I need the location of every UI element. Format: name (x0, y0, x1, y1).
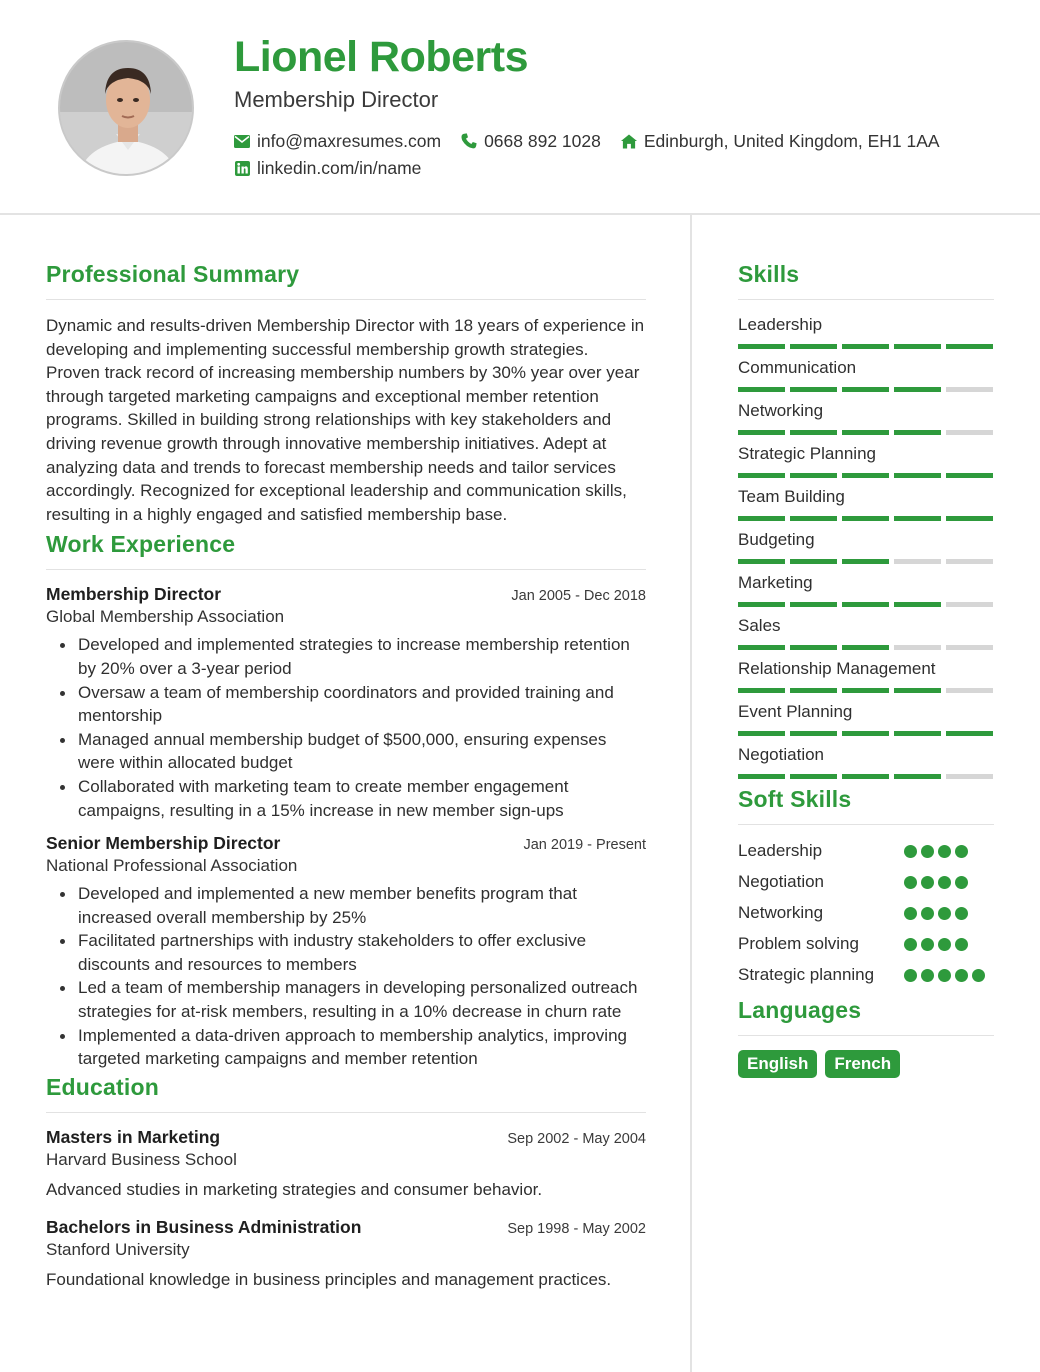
column-divider (690, 215, 692, 1372)
job-bullet: Implemented a data-driven approach to membership analytics, improving targeted marketing campaigns and member retention (46, 1024, 646, 1071)
skill-level-segment (842, 774, 889, 779)
soft-skills-list (738, 839, 994, 986)
school-name: Stanford University (46, 1240, 190, 1260)
phone-icon (461, 133, 477, 149)
job-bullet: Developed and implemented a new member benefits program that increased overall membership by 25% (46, 882, 646, 929)
skill-level-segment (946, 774, 993, 779)
languages-list (738, 1050, 994, 1078)
skills-section (738, 258, 994, 787)
education-description: Foundational knowledge in business principles and management practices. (46, 1270, 612, 1290)
work-title: Work Experience (46, 531, 236, 558)
skill-item (738, 357, 994, 400)
rating-dot (955, 907, 968, 920)
skill-level-segment (842, 473, 889, 478)
skill-name: Budgeting (738, 530, 815, 549)
summary-section (46, 258, 646, 526)
soft-skill-rating (904, 839, 994, 862)
job-bullet: Facilitated partnerships with industry stakeholders to offer exclusive discounts and resources to members (46, 929, 646, 976)
skill-level-bar (738, 516, 994, 521)
skill-level-segment (738, 473, 785, 478)
soft-skill-item (738, 839, 994, 862)
rating-dot (955, 845, 968, 858)
skill-item (738, 486, 994, 529)
skill-level-bar (738, 602, 994, 607)
skill-level-segment (790, 516, 837, 521)
skill-name: Negotiation (738, 745, 825, 764)
skill-level-segment (738, 731, 785, 736)
contact-address (621, 131, 940, 152)
skill-item (738, 400, 994, 443)
skill-name: Leadership (738, 315, 823, 334)
skill-level-segment (946, 559, 993, 564)
soft-skills-section (738, 783, 994, 986)
skill-name: Marketing (738, 573, 813, 592)
education-section (46, 1071, 646, 1292)
education-date: Sep 1998 - May 2002 (507, 1221, 646, 1238)
skill-level-segment (738, 645, 785, 650)
skill-level-segment (842, 645, 889, 650)
school-name: Harvard Business School (46, 1149, 237, 1169)
rating-dot (921, 845, 934, 858)
skill-item (738, 658, 994, 701)
email-text: info@maxresumes.com (257, 130, 442, 151)
skill-item (738, 443, 994, 486)
skill-level-segment (946, 344, 993, 349)
rating-dot (955, 876, 968, 889)
skill-level-segment (790, 430, 837, 435)
summary-title: Professional Summary (46, 261, 300, 287)
rating-dot (972, 969, 985, 982)
skill-level-segment (842, 559, 889, 564)
skill-level-segment (894, 516, 941, 521)
section-divider (738, 1035, 994, 1036)
skill-level-segment (790, 645, 837, 650)
job-entry (46, 833, 646, 1071)
address-text: Edinburgh, United Kingdom, EH1 1AA (643, 130, 940, 151)
skill-level-bar (738, 473, 994, 478)
skill-level-segment (738, 430, 785, 435)
language-tag: English (738, 1050, 817, 1078)
work-section (46, 528, 646, 1071)
skill-name: Team Building (738, 487, 845, 506)
skill-level-segment (842, 516, 889, 521)
skill-level-segment (738, 344, 785, 349)
skill-name: Strategic Planning (738, 444, 876, 463)
soft-skill-name: Leadership (738, 841, 823, 860)
skill-level-segment (738, 774, 785, 779)
summary-text: Dynamic and results-driven Membership Director with 18 years of experience in developing and implementing successful membership growth strategies. Proven track record of increasing membership numbers by 30% year over year through targeted marketing campaigns and exceptional member retention programs. Skilled in building strong relationships with key stakeholders and driving revenue growth through innovative membership initiatives. Adept at analyzing data and trends to forecast membership needs and tailor services accordingly. Recognized for exceptional leadership and communication skills, resulting in a highly engaged and satisfied membership base. (46, 316, 645, 524)
soft-skill-item (738, 963, 994, 986)
education-date: Sep 2002 - May 2004 (507, 1130, 646, 1147)
degree-title: Bachelors in Business Administration (46, 1217, 362, 1238)
job-bullets (46, 633, 646, 822)
skills-list (738, 314, 994, 787)
rating-dot (921, 876, 934, 889)
rating-dot (904, 969, 917, 982)
skill-level-segment (790, 344, 837, 349)
education-description: Advanced studies in marketing strategies and consumer behavior. (46, 1179, 543, 1199)
section-divider (46, 1112, 646, 1113)
skill-level-bar (738, 344, 994, 349)
rating-dot (904, 907, 917, 920)
linkedin-icon (234, 160, 250, 176)
skill-level-segment (842, 688, 889, 693)
job-bullet: Oversaw a team of membership coordinators and provided training and mentorship (46, 681, 646, 728)
skill-level-segment (738, 688, 785, 693)
rating-dot (904, 845, 917, 858)
skill-level-bar (738, 688, 994, 693)
skill-level-segment (738, 559, 785, 564)
job-organization: Global Membership Association (46, 607, 285, 627)
rating-dot (938, 969, 951, 982)
skill-level-segment (894, 387, 941, 392)
job-entry (46, 584, 646, 822)
section-divider (46, 299, 646, 300)
job-date: Jan 2019 - Present (523, 837, 646, 854)
job-title: Membership Director (46, 584, 222, 605)
skill-level-segment (842, 731, 889, 736)
skill-item (738, 701, 994, 744)
soft-skill-name: Strategic planning (738, 965, 875, 984)
job-organization: National Professional Association (46, 856, 298, 876)
contact-email[interactable] (234, 131, 441, 152)
skill-level-segment (842, 344, 889, 349)
job-title: Senior Membership Director (46, 833, 281, 854)
profile-photo-graphic (60, 42, 194, 176)
skill-level-segment (790, 473, 837, 478)
education-title: Education (46, 1073, 159, 1100)
soft-skill-item (738, 870, 994, 893)
skill-name: Relationship Management (738, 659, 936, 678)
rating-dot (955, 938, 968, 951)
rating-dot (938, 845, 951, 858)
contact-info (234, 130, 960, 184)
skill-level-segment (946, 387, 993, 392)
soft-skill-name: Negotiation (738, 872, 825, 891)
language-tag: French (825, 1050, 900, 1078)
rating-dot (938, 907, 951, 920)
job-bullet: Managed annual membership budget of $500,000, ensuring expenses were within allocated budget (46, 728, 646, 775)
skill-level-segment (946, 516, 993, 521)
envelope-icon (234, 133, 250, 149)
skill-level-segment (894, 688, 941, 693)
rating-dot (938, 876, 951, 889)
skill-name: Event Planning (738, 702, 853, 721)
skill-level-segment (842, 602, 889, 607)
contact-linkedin[interactable] (234, 158, 421, 179)
rating-dot (904, 938, 917, 951)
skill-level-segment (894, 473, 941, 478)
job-bullet: Led a team of membership managers in developing personalized outreach strategies for at-risk members, resulting in a 10% decrease in churn rate (46, 976, 646, 1023)
skill-level-segment (894, 731, 941, 736)
skill-name: Sales (738, 616, 781, 635)
education-entry (46, 1127, 646, 1202)
soft-skill-rating (904, 963, 994, 986)
rating-dot (955, 969, 968, 982)
contact-phone[interactable] (461, 131, 601, 152)
section-divider (46, 569, 646, 570)
skill-level-segment (946, 688, 993, 693)
section-divider (738, 299, 994, 300)
skill-level-segment (946, 731, 993, 736)
rating-dot (904, 876, 917, 889)
rating-dot (921, 969, 934, 982)
job-bullets (46, 882, 646, 1071)
skill-level-segment (790, 731, 837, 736)
skill-name: Networking (738, 401, 824, 420)
skill-level-segment (790, 387, 837, 392)
skill-level-segment (790, 602, 837, 607)
languages-title: Languages (738, 997, 862, 1023)
skill-level-segment (738, 387, 785, 392)
skill-level-bar (738, 774, 994, 779)
soft-skill-item (738, 932, 994, 955)
soft-skill-rating (904, 932, 994, 955)
skill-level-bar (738, 387, 994, 392)
skill-level-segment (894, 645, 941, 650)
skill-level-segment (738, 602, 785, 607)
skill-level-bar (738, 559, 994, 564)
skill-level-segment (894, 602, 941, 607)
soft-skill-rating (904, 870, 994, 893)
skill-level-bar (738, 731, 994, 736)
skill-level-segment (842, 430, 889, 435)
rating-dot (921, 938, 934, 951)
skill-item (738, 572, 994, 615)
soft-skill-name: Networking (738, 903, 824, 922)
linkedin-text: linkedin.com/in/name (257, 157, 422, 178)
home-icon (621, 133, 637, 149)
rating-dot (921, 907, 934, 920)
section-divider (738, 824, 994, 825)
skill-name: Communication (738, 358, 857, 377)
main-column (46, 258, 646, 1302)
skill-level-segment (946, 645, 993, 650)
soft-skill-rating (904, 901, 994, 924)
skill-level-segment (790, 688, 837, 693)
candidate-role: Membership Director (234, 87, 439, 112)
skill-level-segment (894, 344, 941, 349)
skills-title: Skills (738, 261, 800, 287)
skill-item (738, 314, 994, 357)
skill-level-bar (738, 430, 994, 435)
job-bullet: Developed and implemented strategies to increase membership retention by 20% over a 3-year period (46, 633, 646, 680)
skill-level-segment (894, 774, 941, 779)
soft-skill-name: Problem solving (738, 934, 859, 953)
skill-level-segment (894, 430, 941, 435)
languages-section (738, 994, 994, 1078)
profile-photo (58, 40, 194, 176)
skill-item (738, 529, 994, 572)
skill-level-bar (738, 645, 994, 650)
education-entry (46, 1217, 646, 1292)
skill-level-segment (946, 602, 993, 607)
side-column (738, 258, 994, 1078)
resume-header (0, 0, 1040, 215)
phone-text: 0668 892 1028 (484, 130, 601, 151)
skill-level-segment (894, 559, 941, 564)
candidate-name: Lionel Roberts (234, 33, 529, 81)
skill-level-segment (790, 774, 837, 779)
skill-level-segment (842, 387, 889, 392)
job-bullet: Collaborated with marketing team to create member engagement campaigns, resulting in a 15% increase in new member sign-ups (46, 775, 646, 822)
degree-title: Masters in Marketing (46, 1126, 221, 1147)
rating-dot (938, 938, 951, 951)
job-date: Jan 2005 - Dec 2018 (511, 588, 646, 605)
soft-skills-title: Soft Skills (738, 786, 852, 812)
skill-item (738, 615, 994, 658)
skill-level-segment (946, 430, 993, 435)
skill-item (738, 744, 994, 787)
skill-level-segment (738, 516, 785, 521)
soft-skill-item (738, 901, 994, 924)
skill-level-segment (946, 473, 993, 478)
skill-level-segment (790, 559, 837, 564)
